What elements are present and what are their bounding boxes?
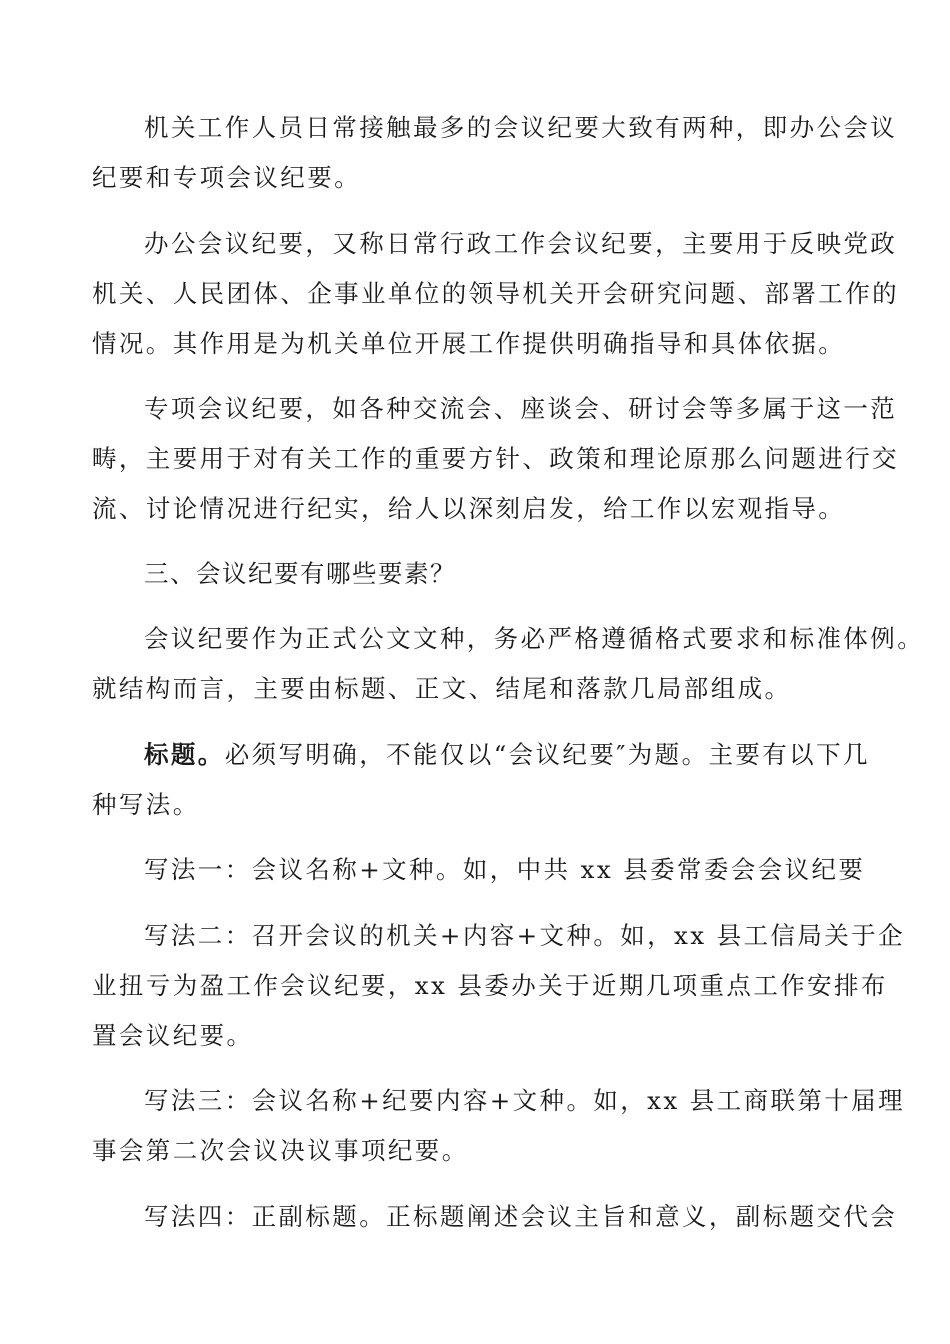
text-line: 写法二：召开会议的机关+内容+文种。如，xx 县工信局关于企: [144, 921, 905, 950]
paragraph-method-two: [92, 911, 905, 1061]
text-line: 置会议纪要。: [92, 1021, 254, 1050]
text-line: 办公会议纪要，又称日常行政工作会议纪要，主要用于反映党政: [144, 229, 898, 258]
paragraph-method-four: [92, 1192, 898, 1242]
paragraph-method-one: [92, 845, 867, 895]
text-line: 业扭亏为盈工作会议纪要，xx 县委办关于近期几项重点工作安排布: [92, 971, 888, 1000]
paragraph-structure: [92, 614, 925, 714]
text-line: 种写法。: [92, 790, 200, 819]
heading-text: 三、会议纪要有哪些要素？: [144, 559, 456, 588]
paragraph-title-rules: [92, 730, 870, 830]
text-line: 写法三：会议名称+纪要内容+文种。如，xx 县工商联第十届理: [144, 1086, 905, 1115]
text-line: 写法一：会议名称+文种。如，中共 xx 县委常委会会议纪要: [144, 855, 866, 884]
text-line: 流、讨论情况进行纪实，给人以深刻启发，给工作以宏观指导。: [92, 494, 846, 523]
bold-lead: 标题。: [144, 740, 225, 769]
text-line: [92, 730, 870, 780]
text-line: 写法四：正副标题。正标题阐述会议主旨和意义，副标题交代会: [144, 1202, 898, 1231]
text-line: 纪要和专项会议纪要。: [92, 163, 361, 192]
text-line: 专项会议纪要，如各种交流会、座谈会、研讨会等多属于这一范: [144, 394, 898, 423]
text-segment: 必须写明确，不能仅以“会议纪要″为题。主要有以下几: [224, 740, 870, 769]
text-line: 机关工作人员日常接触最多的会议纪要大致有两种，即办公会议: [144, 113, 898, 142]
text-line: 机关、人民团体、企事业单位的领导机关开会研究问题、部署工作的: [92, 279, 899, 308]
text-line: 事会第二次会议决议事项纪要。: [92, 1136, 469, 1165]
paragraph-special-meeting: [92, 384, 899, 534]
text-line: 情况。其作用是为机关单位开展工作提供明确指导和具体依据。: [92, 329, 846, 358]
paragraph-office-meeting: [92, 219, 899, 369]
text-line: 畴，主要用于对有关工作的重要方针、政策和理论原那么问题进行交: [92, 444, 899, 473]
paragraph-method-three: [92, 1076, 905, 1176]
paragraph-meeting-types: [92, 103, 898, 203]
section-heading: [92, 549, 867, 599]
text-line: 就结构而言，主要由标题、正文、结尾和落款几局部组成。: [92, 674, 792, 703]
text-line: 会议纪要作为正式公文文种，务必严格遵循格式要求和标准体例。: [144, 624, 925, 653]
